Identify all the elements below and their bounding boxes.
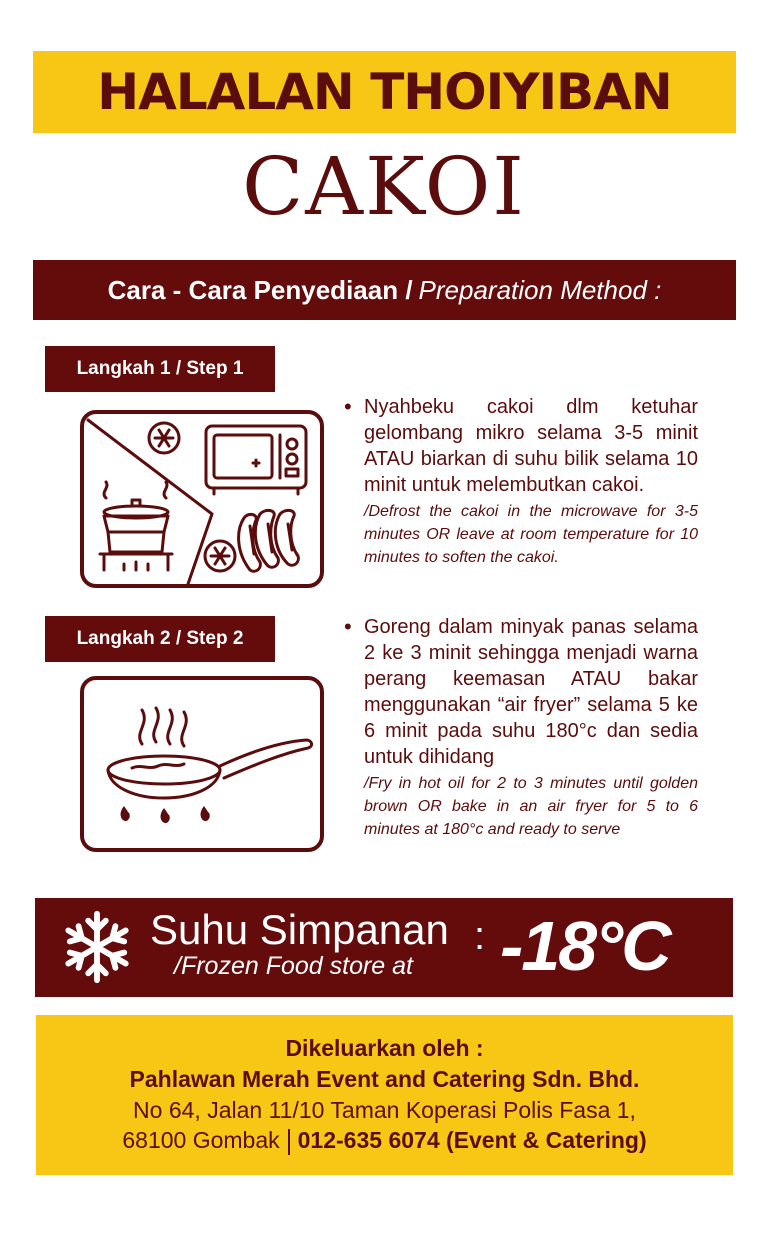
step-2-text-english: /Fry in hot oil for 2 to 3 minutes until golden brown OR bake in an air fryer for 5 to 6 minutes at 180°c and ready to serve	[364, 775, 698, 838]
storage-label-english: /Frozen Food store at	[174, 952, 414, 980]
address-line-1: No 64, Jalan 11/10 Taman Koperasi Polis Fasa 1,	[133, 1097, 636, 1123]
microwave-icon	[206, 426, 306, 494]
storage-label-malay: Suhu Simpanan	[150, 906, 449, 953]
issued-by-label: Dikeluarkan oleh :	[285, 1035, 484, 1061]
steamer-pot-icon	[100, 482, 172, 570]
storage-temperature: -18°C	[500, 907, 670, 985]
header-banner	[33, 51, 736, 133]
step-2-label: Langkah 2 / Step 2	[45, 616, 275, 662]
address-line-2-row	[36, 1127, 733, 1155]
step-2-illustration	[80, 676, 324, 852]
footer-panel	[36, 1015, 733, 1175]
step-2-text-malay: Goreng dalam minyak panas selama 2 ke 3 minit sehingga menjadi warna perang keemasan ATAU bakar menggunakan “air fryer” selama 5 ke 6 minit pada suhu 180°c dan sedia untuk dihidang	[364, 616, 698, 768]
bullet-icon: •	[344, 394, 352, 419]
preparation-method-bar	[33, 260, 736, 320]
storage-colon: :	[474, 914, 486, 958]
step-2-text	[344, 614, 698, 841]
method-label-malay: Cara - Cara Penyediaan /	[107, 274, 413, 305]
bullet-icon: •	[344, 614, 352, 639]
storage-snowflake-svg	[58, 908, 136, 986]
phone-number: 012-635 6074 (Event & Catering)	[297, 1127, 647, 1153]
step-1-illustration	[80, 410, 324, 588]
step-1-label: Langkah 1 / Step 1	[45, 346, 275, 392]
step-1-text	[344, 394, 698, 569]
cakoi-icon	[239, 510, 299, 571]
company-name: Pahlawan Merah Event and Catering Sdn. Bhd.	[129, 1066, 640, 1092]
step-1-text-english: /Defrost the cakoi in the microwave for 3-5 minutes OR leave at room temperature for 10 minutes to soften the cakoi.	[364, 503, 698, 566]
divider	[288, 1129, 290, 1155]
step-1-illustration-svg	[84, 414, 320, 584]
header-title: HALALAN THOIYIBAN	[97, 63, 672, 121]
snowflake-icon	[58, 908, 136, 986]
snowflake-icon	[205, 541, 235, 571]
address-line-2: 68100 Gombak	[122, 1127, 280, 1153]
method-label-english: Preparation Method :	[418, 274, 662, 305]
snowflake-icon	[149, 423, 179, 453]
frying-pan-icon	[84, 680, 320, 848]
product-name: CAKOI	[242, 140, 526, 233]
step-1-text-malay: Nyahbeku cakoi dlm ketuhar gelombang mikro selama 3-5 minit ATAU biarkan di suhu bilik selama 10 minit untuk melembutkan cakoi.	[364, 396, 698, 496]
